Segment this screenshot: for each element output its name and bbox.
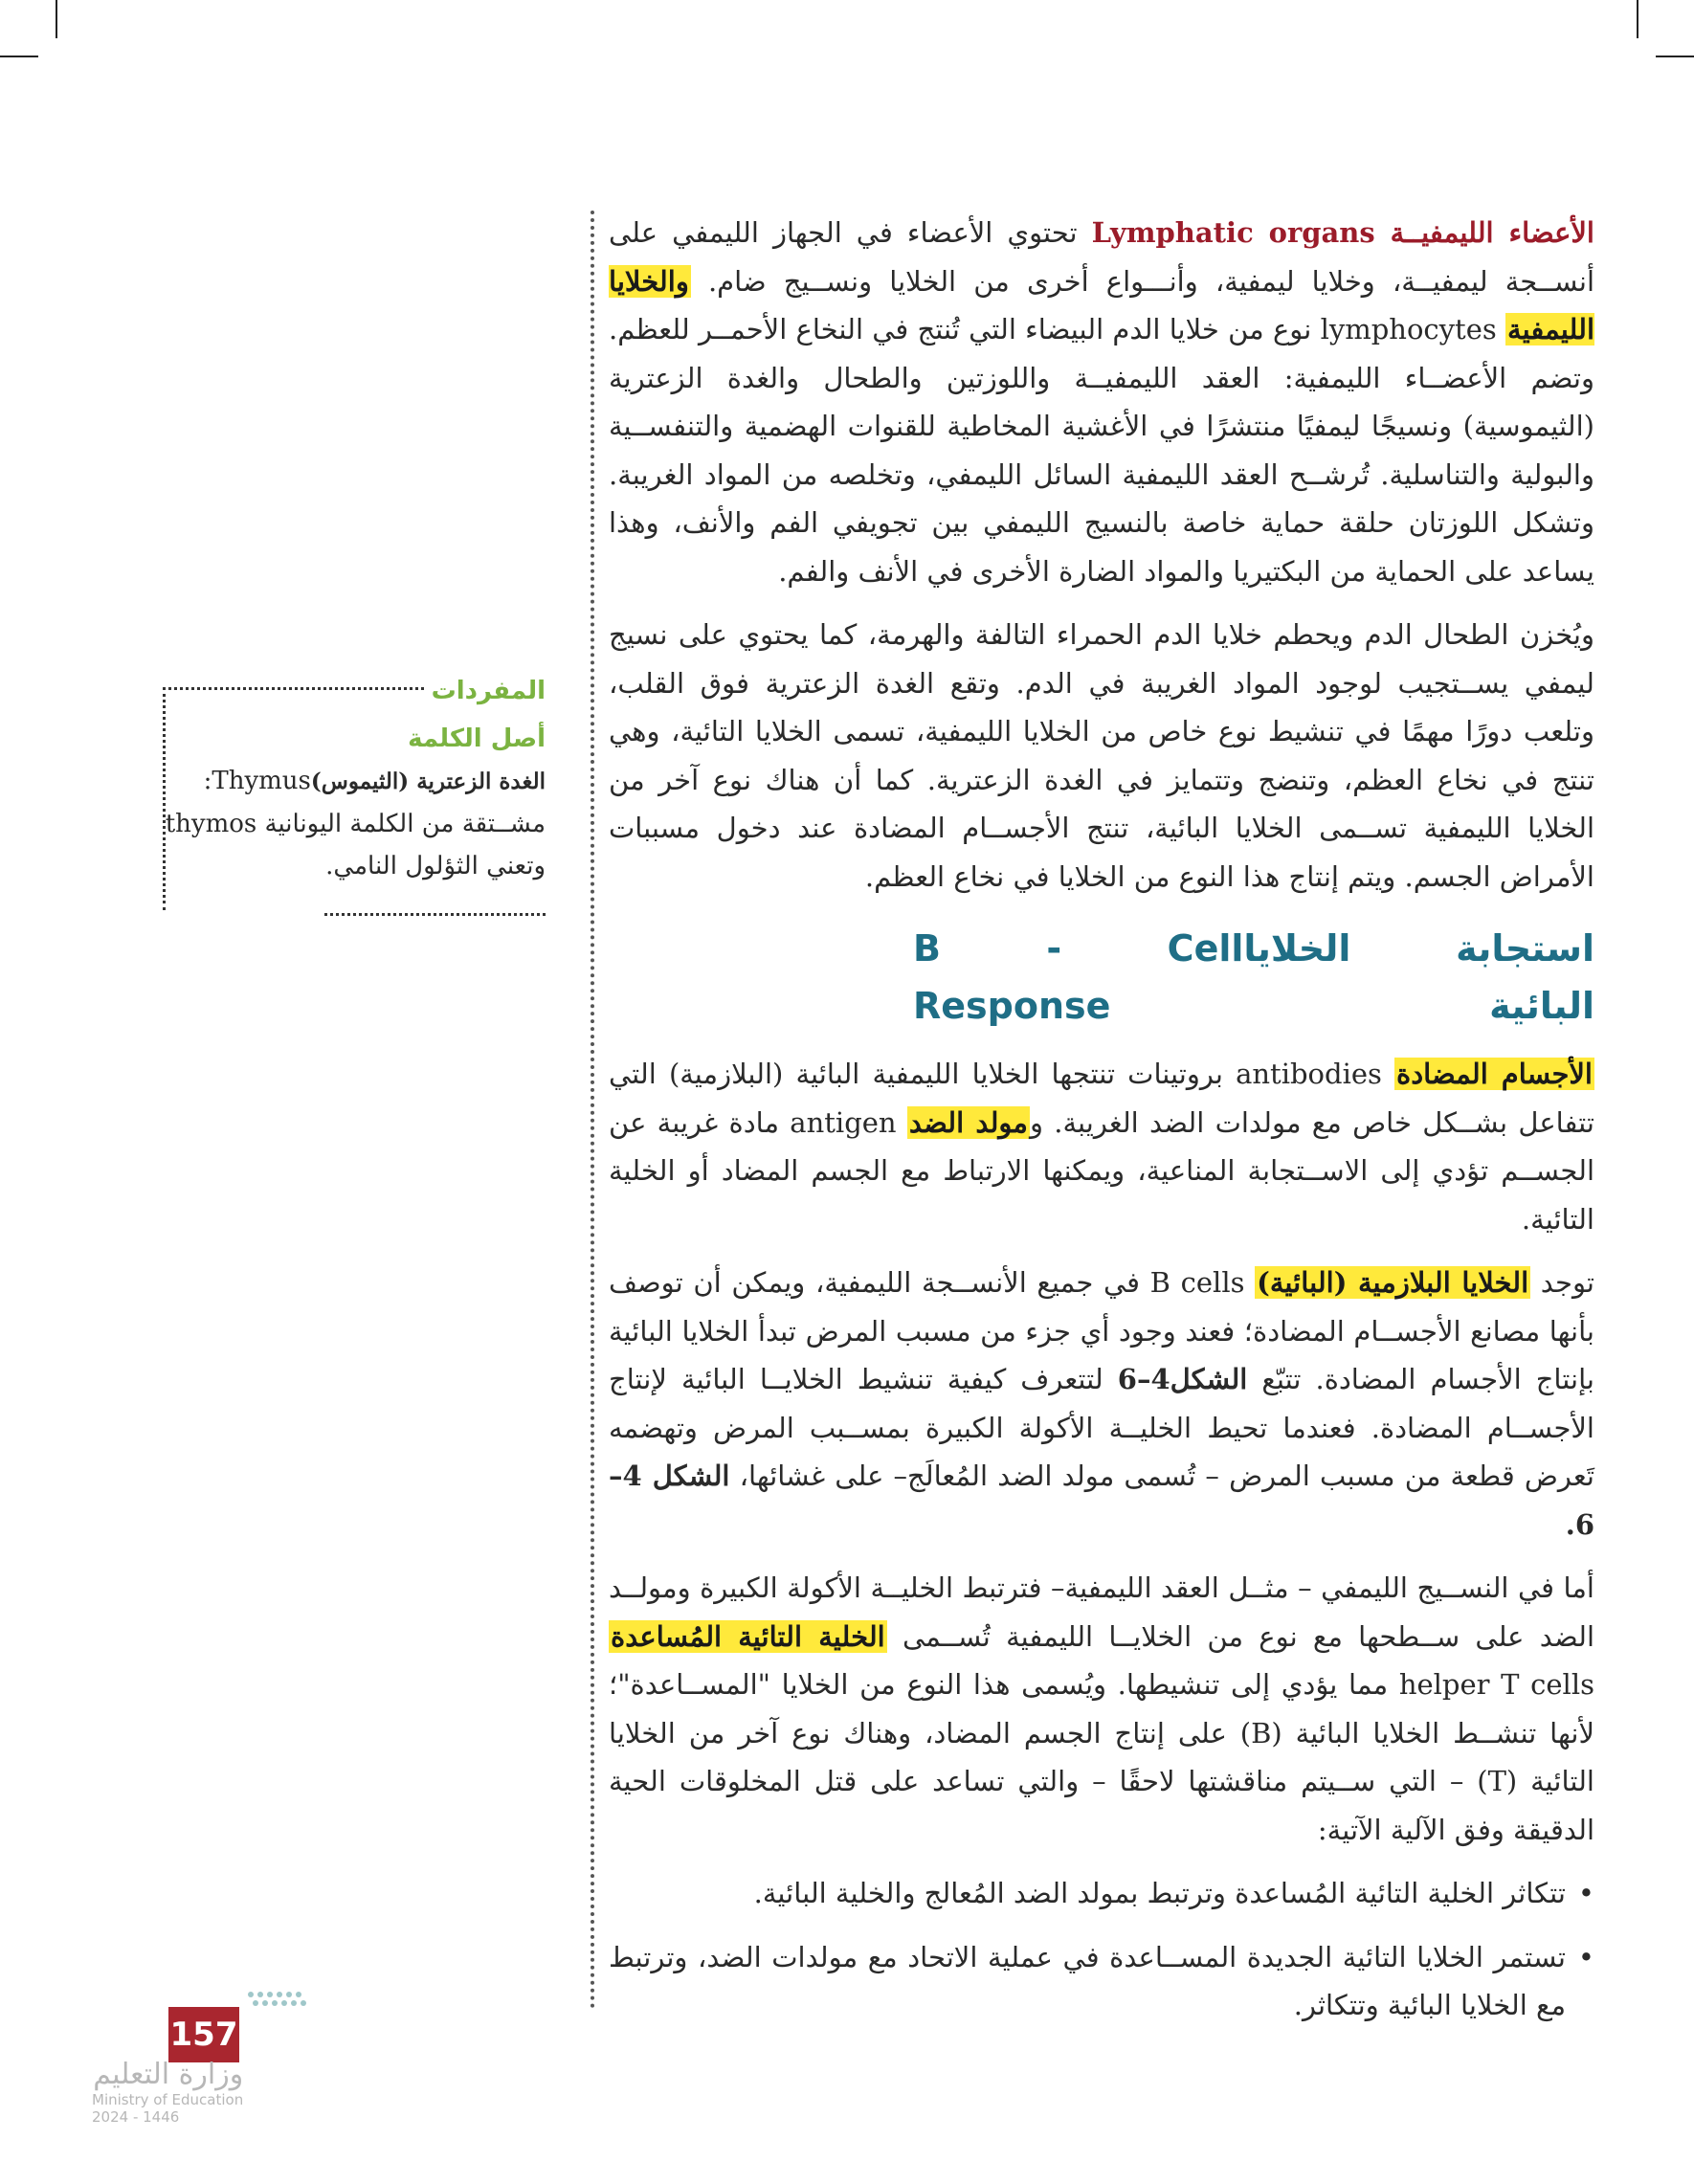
figure-ref[interactable]: الشكل4–6 (1117, 1363, 1248, 1395)
vocab-title: المفردات (424, 670, 546, 712)
highlight-helper-t-cell: الخلية التائية المُساعدة (611, 1619, 885, 1653)
paragraph-b-cells: توجد الخلايا البلازمية (البائية) B cells في جميع الأنســجة الليمفية، ويمكن أن توصف بأنها مصانع الأجســام المضادة؛ فعند وجود أي جزء من مسبب المرض تبدأ الخلايا البائية بإنتاج الأجسام المضادة. تتبّع الشكل4–6 لتتعرف كيفية تنشيط الخلايــا البائية لإنتاج الأجســام المضادة. فعندما تحيط الخليــة الأكولة الكبيرة بمســبب المرض وتهضمه تَعرض قطعة من مسبب المرض – تُسمى مولد الضد المُعالَج– على غشائها، الشكل 4–6. (609, 1266, 1595, 1541)
figure-ref[interactable]: الشكل 4–6. (609, 1460, 1594, 1541)
crop-mark (1637, 0, 1638, 38)
paragraph-helper-t-cells: أما في النســيج الليمفي – مثــل العقد الليمفية– فترتبط الخليــة الأكولة الكبيرة ومولــد الضد على ســطحها مع نوع من الخلايــا الليمفية تُســمى الخلية التائية المُساعدة helper T cells مما يؤدي إلى تنشيطها. ويُسمى هذا النوع من الخلايا "المســاعدة"؛ لأنها تنشــط الخلايا البائية (B) على إنتاج الجسم المضاد، وهناك نوع آخر من الخلايا التائية (T) – التي ســيتم مناقشتها لاحقًا – والتي تساعد على قتل المخلوقات الحية الدقيقة وفق الآلية الآتية: (609, 1571, 1594, 1846)
highlight-lymphocytes: والخلايا الليمفية (609, 264, 1594, 345)
vocab-meaning-line: وتعني الثؤلول النامي. (163, 845, 546, 929)
paragraph-antibodies: الأجسام المضادة antibodies بروتينات تنتجها الخلايا الليمفية البائية (البلازمية) التي تتفاعل بشــكل خاص مع مولدات الضد الغريبة. ومولد الضد antigen مادة غريبة عن الجســم تؤدي إلى الاســتجابة المناعية، ويمكنها الارتباط مع الجسم المضاد أو الخلية التائية. (609, 1058, 1594, 1236)
highlight-b-cells: الخلايا البلازمية (البائية) (1257, 1266, 1529, 1299)
paragraph-spleen: ويُخزن الطحال الدم ويحطم خلايا الدم الحمراء التالفة والهرمة، كما يحتوي على نسيج ليمفي يســتجيب لوجود المواد الغريبة في الدم. وتقع الغدة الزعترية فوق القلب، وتلعب دورًا مهمًا في تنشيط نوع خاص من الخلايا الليمفية، تسمى الخلايا التائية، وهي تنتج في نخاع العظم، وتنضج وتتمايز في الغدة الزعترية. كما أن هناك نوع آخر من الخلايا الليمفية تســمى الخلايا البائية، تنتج الأجســام المضادة عند دخول مسببات الأمراض الجسم. ويتم إنتاج هذا النوع من الخلايا في نخاع العظم. (609, 618, 1594, 893)
ministry-name-en: Ministry of Education (92, 2091, 244, 2108)
main-column (609, 209, 1594, 2045)
vocab-box (163, 670, 546, 909)
edition-year: 2024 - 1446 (92, 2108, 180, 2126)
section-heading-ar: استجابة الخلايا البائية (1243, 927, 1594, 1027)
vocab-term: الغدة الزعترية (الثيموس) (310, 769, 546, 794)
section-heading-en: B - Cell Response (913, 927, 1244, 1027)
crop-mark (0, 56, 38, 57)
list-item: • تتكاثر الخلية التائية المُساعدة وترتبط بمولد الضد المُعالج والخلية البائية. (609, 1869, 1594, 1918)
highlight-antibodies: الأجسام المضادة (1396, 1058, 1593, 1090)
crop-mark (56, 0, 57, 38)
crop-mark (1656, 56, 1694, 57)
paragraph-lymphatic-organs: الأعضاء الليمفيــة Lymphatic organs تحتوي الأعضاء في الجهاز الليمفي على أنســجة ليمفيــة، وخلايا ليمفية، وأنـــواع أخرى من الخلايا ونســيج ضام. والخلايا الليمفية lymphocytes نوع من خلايا الدم البيضاء التي تُنتج في النخاع الأحمــر للعظم. وتضم الأعضــاء الليمفية: العقد الليمفيــة واللوزتين والطحال والغدة الزعترية (الثيموسية) ونسيجًا ليمفيًا منتشرًا في الأغشية المخاطية للقنوات الهضمية والتنفســية والبولية والتناسلية. تُرشــح العقد الليمفية السائل الليمفي، وتخلصه من المواد الغريبة. وتشكل اللوزتان حلقة حماية خاصة بالنسيج الليمفي بين تجويفي الفم والأنف، وهذا يساعد على الحماية من البكتيريا والمواد الضارة الأخرى في الأنف والفم. (609, 216, 1594, 588)
page-number: 157 (168, 2007, 239, 2062)
term-lymphatic-organs: الأعضاء الليمفيــة Lymphatic organs (1091, 216, 1594, 249)
list-item: • تستمر الخلايا التائية الجديدة المســاعدة في عملية الاتحاد مع مولدات الضد، وترتبط مع الخلايا البائية وتتكاثر. (609, 1933, 1594, 2030)
vocab-term-en: Thymus (212, 767, 311, 795)
vocab-origin-en: thymos (165, 810, 257, 838)
column-divider (591, 211, 594, 2010)
section-heading (913, 920, 1594, 1035)
highlight-antigen: مولد الضد (908, 1105, 1028, 1139)
vocab-term-line: الغدة الزعترية (الثيموس)Thymus: (203, 767, 546, 795)
ministry-name-ar: وزارة التعليم (93, 2058, 244, 2091)
ministry-logo (92, 2058, 243, 2126)
vocab-subtitle: أصل الكلمة (408, 724, 546, 753)
vocab-origin-line: مشــتقة من الكلمة اليونانية thymos (165, 810, 546, 838)
